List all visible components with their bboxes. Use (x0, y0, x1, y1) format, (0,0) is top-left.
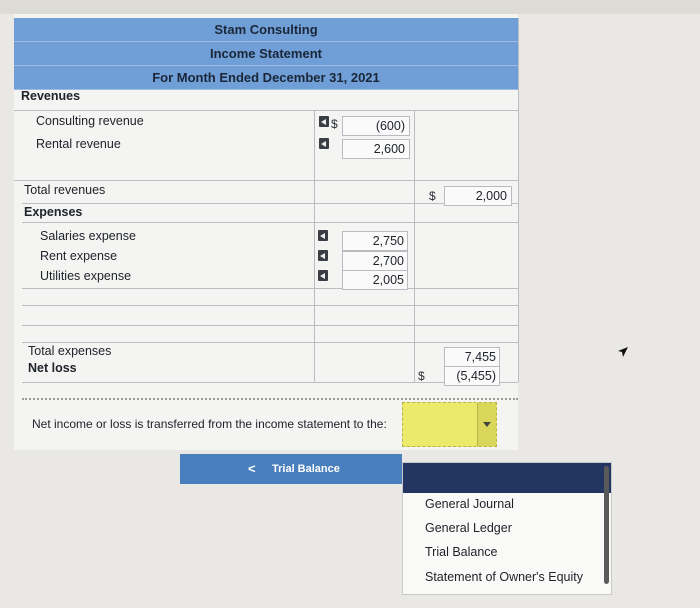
amount-field-utilities[interactable] (342, 270, 408, 290)
amount-value: 7,455 (464, 350, 496, 364)
dropdown-menu (402, 462, 612, 595)
dropdown-arrow-icon[interactable] (318, 250, 328, 261)
dropdown-arrow-icon[interactable] (319, 116, 329, 127)
expenses-heading: Expenses (24, 205, 83, 219)
menu-scrollbar[interactable] (604, 466, 609, 584)
expense-label-utilities: Utilities expense (40, 269, 132, 283)
total-revenues-label: Total revenues (24, 183, 106, 197)
company-name: Stam Consulting (214, 22, 318, 37)
row-divider (14, 110, 518, 111)
company-name-header (14, 18, 518, 42)
amount-value: 2,700 (372, 254, 404, 268)
amount-field-consulting[interactable] (342, 116, 410, 136)
row-divider (22, 288, 518, 289)
transfer-destination-select[interactable] (402, 402, 497, 447)
net-loss-field[interactable] (444, 366, 500, 386)
amount-value: (600) (375, 119, 405, 133)
amount-value: 2,005 (372, 273, 404, 287)
amount-value: 2,600 (373, 142, 405, 156)
dropdown-arrow-icon[interactable] (318, 270, 328, 281)
column-divider (518, 18, 519, 382)
amount-value: 2,750 (372, 234, 404, 248)
menu-option-general-journal[interactable]: General Journal (425, 497, 514, 511)
amount-field-rental[interactable] (342, 139, 410, 159)
column-divider (414, 110, 415, 382)
amount-value: (5,455) (456, 369, 496, 383)
total-expenses-label: Total expenses (28, 344, 112, 358)
menu-option-owners-equity[interactable]: Statement of Owner's Equity (425, 570, 584, 584)
dropdown-arrow-icon[interactable] (319, 138, 329, 149)
chevron-down-icon[interactable] (477, 403, 496, 446)
menu-option-general-ledger[interactable]: General Ledger (425, 521, 512, 535)
revenue-label-consulting: Consulting revenue (36, 114, 144, 128)
revenue-label-rental: Rental revenue (36, 137, 121, 151)
revenues-heading: Revenues (21, 89, 81, 103)
statement-title: Income Statement (210, 46, 322, 61)
statement-title-header (14, 42, 518, 66)
amount-value: 2,000 (475, 189, 507, 203)
question-text: Net income or loss is transferred from the income statement to the: (32, 417, 387, 431)
chevron-left-icon: < (248, 461, 256, 476)
dollar-sign: $ (418, 369, 425, 383)
mouse-cursor-icon (616, 345, 630, 359)
row-divider (14, 180, 518, 181)
column-divider (314, 110, 315, 382)
statement-period: For Month Ended December 31, 2021 (152, 70, 380, 85)
net-loss-label: Net loss (28, 361, 77, 375)
expense-label-salaries: Salaries expense (40, 229, 136, 243)
dropdown-menu-header (403, 463, 611, 493)
amount-field-salaries[interactable] (342, 231, 408, 251)
row-divider (22, 342, 518, 343)
dollar-sign: $ (429, 189, 436, 203)
row-divider (22, 222, 518, 223)
top-bar (0, 0, 700, 14)
dollar-sign: $ (331, 117, 338, 131)
row-divider (22, 305, 518, 306)
menu-option-trial-balance[interactable]: Trial Balance (425, 545, 498, 559)
trial-balance-button-label: Trial Balance (272, 463, 340, 475)
total-revenues-field[interactable] (444, 186, 512, 206)
dropdown-arrow-icon[interactable] (318, 230, 328, 241)
expense-label-rent: Rent expense (40, 249, 118, 263)
dotted-separator (22, 398, 518, 400)
row-divider (22, 325, 518, 326)
total-expenses-field[interactable] (444, 347, 500, 367)
period-header (14, 66, 518, 90)
amount-field-rent[interactable] (342, 251, 408, 271)
trial-balance-button[interactable] (180, 454, 402, 484)
